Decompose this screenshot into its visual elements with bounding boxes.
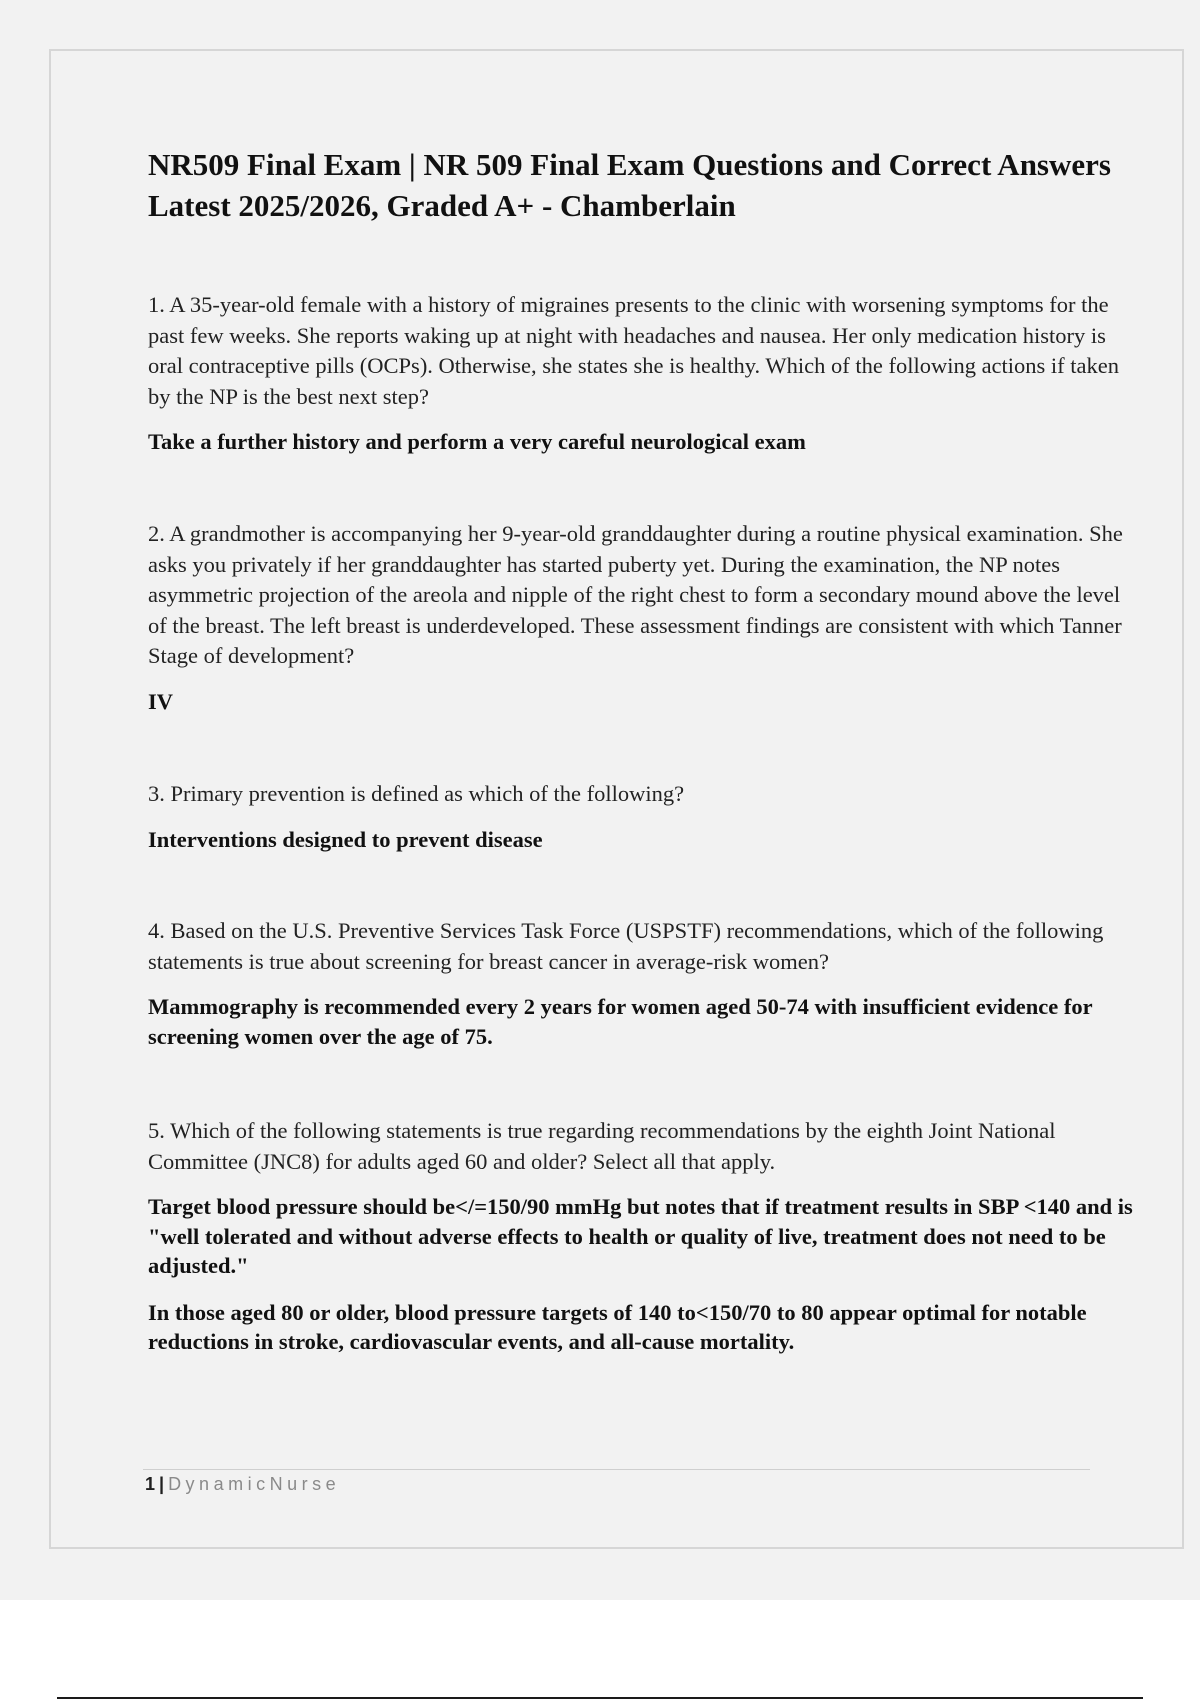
footer-separator: |: [159, 1474, 165, 1494]
bottom-divider: [57, 1697, 1143, 1699]
question-text: 4. Based on the U.S. Preventive Services Task Force (USPSTF) recommendations, which of the following statements is true about screening for breast cancer in average-risk women?: [148, 918, 1104, 974]
answer-text: In those aged 80 or older, blood pressure targets of 140 to<150/70 to 80 appear optimal for notable reductions in stroke, cardiovascular events, and all-cause mortality.: [148, 1299, 1087, 1354]
question-text: 5. Which of the following statements is true regarding recommendations by the eighth Joint National Committee (JNC8) for adults aged 60 and older? Select all that apply.: [148, 1118, 1056, 1174]
document-page: [49, 49, 1184, 1549]
footer-brand: DynamicNurse: [168, 1474, 341, 1494]
page-footer: [145, 1474, 340, 1495]
answer-text: IV: [148, 688, 174, 714]
question-block-5: [148, 1116, 1143, 1357]
answer-text: Interventions designed to prevent disease: [148, 826, 543, 852]
question-text: 2. A grandmother is accompanying her 9-year-old granddaughter during a routine physical examination. She asks you privately if her granddaughter has started puberty yet. During the examination, the NP notes asymmetric projection of the areola and nipple of the right chest to form a secondary mound above the level of the breast. The left breast is underdeveloped. These assessment findings are consistent with which Tanner Stage of development?: [148, 521, 1123, 668]
answer-text: Take a further history and perform a very careful neurological exam: [148, 429, 806, 454]
question-text: 3. Primary prevention is defined as which of the following?: [148, 781, 685, 806]
question-block-1: [148, 290, 1143, 457]
question-block-4: [148, 916, 1143, 1051]
question-text: 1. A 35-year-old female with a history of migraines presents to the clinic with worsening symptoms for the past few weeks. She reports waking up at night with headaches and nausea. Her only medication history is oral contraceptive pills (OCPs). Otherwise, she states she is healthy. Which of the following actions if taken by the NP is the best next step?: [148, 292, 1120, 409]
answer-text: Target blood pressure should be</=150/90 mmHg but notes that if treatment results in SBP <140 and is "well tolerated and without adverse effects to health or quality of live, treatment does not need to be adjusted.": [148, 1194, 1133, 1278]
footer-divider: [143, 1469, 1090, 1470]
page-number: 1: [145, 1474, 156, 1494]
document-title: NR509 Final Exam | NR 509 Final Exam Questions and Correct Answers Latest 2025/2026, Graded A+ - Chamberlain: [148, 147, 1111, 223]
question-block-3: [148, 779, 1143, 854]
answer-text: Mammography is recommended every 2 years for women aged 50-74 with insufficient evidence for screening women over the age of 75.: [148, 994, 1093, 1049]
question-block-2: [148, 519, 1143, 716]
page-content: [148, 144, 1143, 226]
